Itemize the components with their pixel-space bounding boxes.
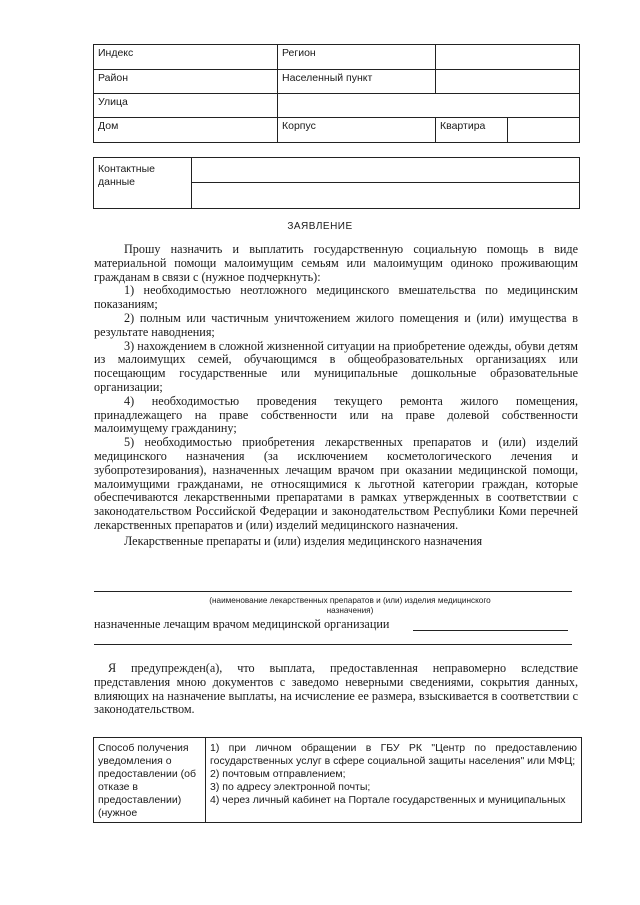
- apartment-label: Квартира: [436, 118, 508, 143]
- region-field[interactable]: [436, 45, 580, 70]
- reason-item-2[interactable]: 2) полным или частичным уничтожением жилого помещения и (или) имущества в результате наводнения;: [94, 310, 578, 339]
- prescribed-fill-line-2[interactable]: [94, 644, 572, 645]
- prescribed-label: назначенные лечащим врачом медицинской организации: [94, 617, 390, 631]
- drugs-caption: (наименование лекарственных препаратов и (или) изделия медицинского назначения): [209, 596, 491, 615]
- settlement-label: Населенный пункт: [278, 70, 436, 94]
- statement-intro: Прошу назначить и выплатить государственную социальную помощь в виде материальной помощи малоимущим семьям или малоимущим одиноко проживающим гражданам в связи с (нужное подчеркнуть):: [94, 242, 578, 284]
- drugs-fill-line[interactable]: [94, 591, 572, 592]
- notification-table: [93, 737, 582, 823]
- statement-title: ЗАЯВЛЕНИЕ: [287, 221, 353, 232]
- region-label: Регион: [278, 45, 436, 70]
- notification-option-4[interactable]: 4) через личный кабинет на Портале государственных и муниципальных: [210, 794, 566, 806]
- building-label: Корпус: [278, 118, 436, 143]
- street-field[interactable]: [278, 94, 580, 118]
- settlement-field[interactable]: [436, 70, 580, 94]
- prescribed-fill-line[interactable]: [413, 630, 568, 631]
- apartment-field[interactable]: [508, 118, 580, 143]
- reason-item-4[interactable]: 4) необходимостью проведения текущего ремонта жилого помещения, принадлежащего на праве собственности или на праве долевой собственности малоимущему гражданину;: [94, 393, 578, 436]
- notification-options: [206, 738, 582, 823]
- notification-option-1[interactable]: 1) при личном обращении в ГБУ РК "Центр по предоставлению государственных услуг в сфере социальной защиты населения" или МФЦ;: [210, 742, 577, 767]
- notification-label: Способ получения уведомления о предоставлении (об отказе в предоставлении) (нужное: [94, 738, 206, 823]
- district-label: Район: [94, 70, 278, 94]
- reason-item-3[interactable]: 3) нахождением в сложной жизненной ситуации на приобретение одежды, обуви детям из малоимущих семей, обучающимся в общеобразовательных организациях или посещающим государственные или муниципальные дошкольные образовательные организации;: [94, 338, 578, 394]
- reason-item-5[interactable]: 5) необходимостью приобретения лекарственных препаратов и (или) изделий медицинского назначения (за исключением косметологического лечения и зубопротезирования), назначенных лечащим врачом при оказании медицинской помощи, малоимущими гражданами, не относящимися к льготной категории граждан, которые обеспечиваются лекарственными препаратами в рамках утвержденных в соответствии с законодательством Российской Федерации и законодательством Республики Коми перечней лекарственных препаратов и (или) изделий медицинского назначения.: [94, 435, 578, 532]
- address-table: [93, 44, 580, 143]
- drugs-line-label: Лекарственные препараты и (или) изделия медицинского назначения: [124, 533, 483, 548]
- street-label: Улица: [94, 94, 278, 118]
- index-label: Индекс: [94, 45, 278, 70]
- notification-option-2[interactable]: 2) почтовым отправлением;: [210, 768, 346, 780]
- notification-option-3[interactable]: 3) по адресу электронной почты;: [210, 781, 371, 793]
- statement-body: [94, 243, 578, 549]
- contacts-field-1[interactable]: [192, 158, 580, 183]
- contacts-table: [93, 157, 580, 209]
- house-label: Дом: [94, 118, 278, 143]
- contacts-label: Контактные данные: [94, 158, 192, 209]
- contacts-field-2[interactable]: [192, 183, 580, 209]
- warning-text: Я предупрежден(а), что выплата, предоставленная неправомерно вследствие представления мною документов с заведомо неверными сведениями, сокрытия данных, влияющих на назначение выплаты, на исчисление ее размера, взыскивается в соответствии с законодательством.: [94, 661, 578, 717]
- reason-item-1[interactable]: 1) необходимостью неотложного медицинского вмешательства по медицинским показаниям;: [94, 283, 578, 312]
